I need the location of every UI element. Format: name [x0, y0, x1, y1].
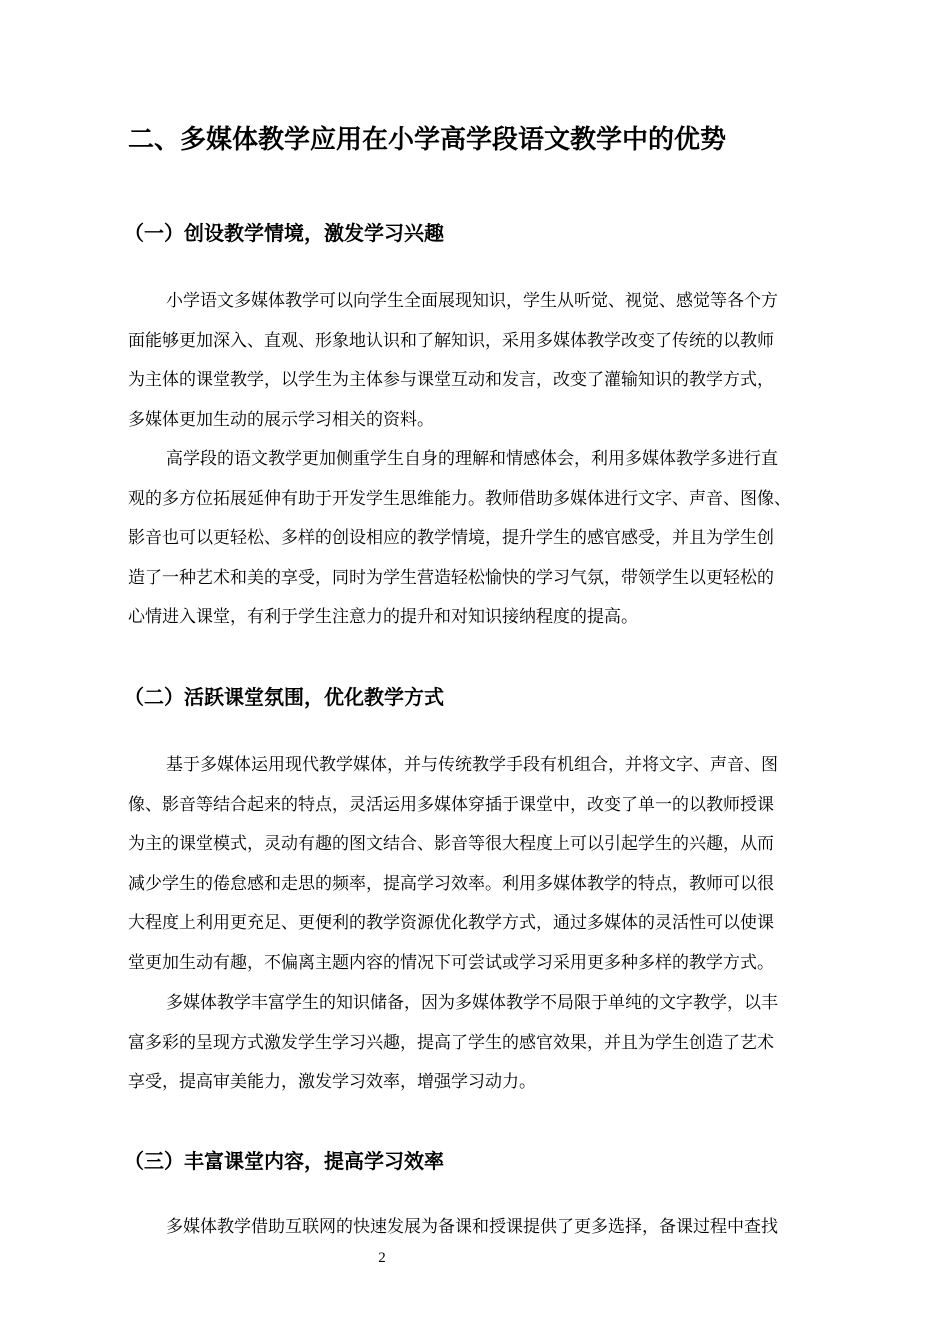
- text-line: 减少学生的倦怠感和走思的频率，提高学习效率。利用多媒体教学的特点，教师可以很: [128, 873, 774, 894]
- text-line: 为主的课堂模式，灵动有趣的图文结合、影音等很大程度上可以引起学生的兴趣，从而: [128, 834, 774, 855]
- text-line: 小学语文多媒体教学可以向学生全面展现知识，学生从听觉、视觉、感觉等各个方: [166, 291, 778, 311]
- section-3-paragraph-1: [128, 1208, 868, 1248]
- text-line: 心情进入课堂，有利于学生注意力的提升和对知识接纳程度的提高。: [128, 607, 638, 628]
- text-line: 像、影音等结合起来的特点，灵活运用多媒体穿插于课堂中，改变了单一的以教师授课: [128, 794, 774, 815]
- section-2-title: （二）活跃课堂氛围，优化教学方式: [124, 685, 444, 709]
- main-heading: 二、多媒体教学应用在小学高学段语文教学中的优势: [128, 125, 727, 155]
- section-1-paragraph-1: [128, 282, 868, 440]
- text-line: 观的多方位拓展延伸有助于开发学生思维能力。教师借助多媒体进行文字、声音、图像、: [128, 488, 791, 509]
- page-number: 2: [378, 1250, 386, 1266]
- text-line: 为主体的课堂教学，以学生为主体参与课堂互动和发言，改变了灌输知识的教学方式，: [128, 370, 774, 391]
- text-line: 堂更加生动有趣，不偏离主题内容的情况下可尝试或学习采用更多种多样的教学方式。: [128, 952, 774, 973]
- section-3-title: （三）丰富课堂内容，提高学习效率: [124, 1149, 444, 1173]
- text-line: 富多彩的呈现方式激发学生学习兴趣，提高了学生的感官效果，并且为学生创造了艺术: [128, 1032, 774, 1053]
- text-line: 大程度上利用更充足、更便利的教学资源优化教学方式，通过多媒体的灵活性可以使课: [128, 913, 774, 934]
- text-line: 高学段的语文教学更加侧重学生自身的理解和情感体会，利用多媒体教学多进行直: [166, 449, 778, 469]
- section-2-paragraph-1: [128, 746, 868, 984]
- text-line: 影音也可以更轻松、多样的创设相应的教学情境，提升学生的感官感受，并且为学生创: [128, 528, 774, 549]
- text-line: 面能够更加深入、直观、形象地认识和了解知识，采用多媒体教学改变了传统的以教师: [128, 330, 774, 351]
- text-line: 多媒体教学借助互联网的快速发展为备课和授课提供了更多选择，备课过程中查找: [166, 1217, 778, 1237]
- text-line: 造了一种艺术和美的享受，同时为学生营造轻松愉快的学习气氛，带领学生以更轻松的: [128, 567, 774, 588]
- text-line: 多媒体更加生动的展示学习相关的资料。: [128, 409, 434, 430]
- section-2-paragraph-2: [128, 984, 868, 1103]
- text-line: 基于多媒体运用现代教学媒体，并与传统教学手段有机组合，并将文字、声音、图: [166, 755, 778, 775]
- section-1-title: （一）创设教学情境，激发学习兴趣: [124, 221, 444, 245]
- text-line: 享受，提高审美能力，激发学习效率，增强学习动力。: [128, 1072, 536, 1093]
- text-line: 多媒体教学丰富学生的知识储备，因为多媒体教学不局限于单纯的文字教学，以丰: [166, 993, 778, 1013]
- section-1-paragraph-2: [128, 440, 868, 638]
